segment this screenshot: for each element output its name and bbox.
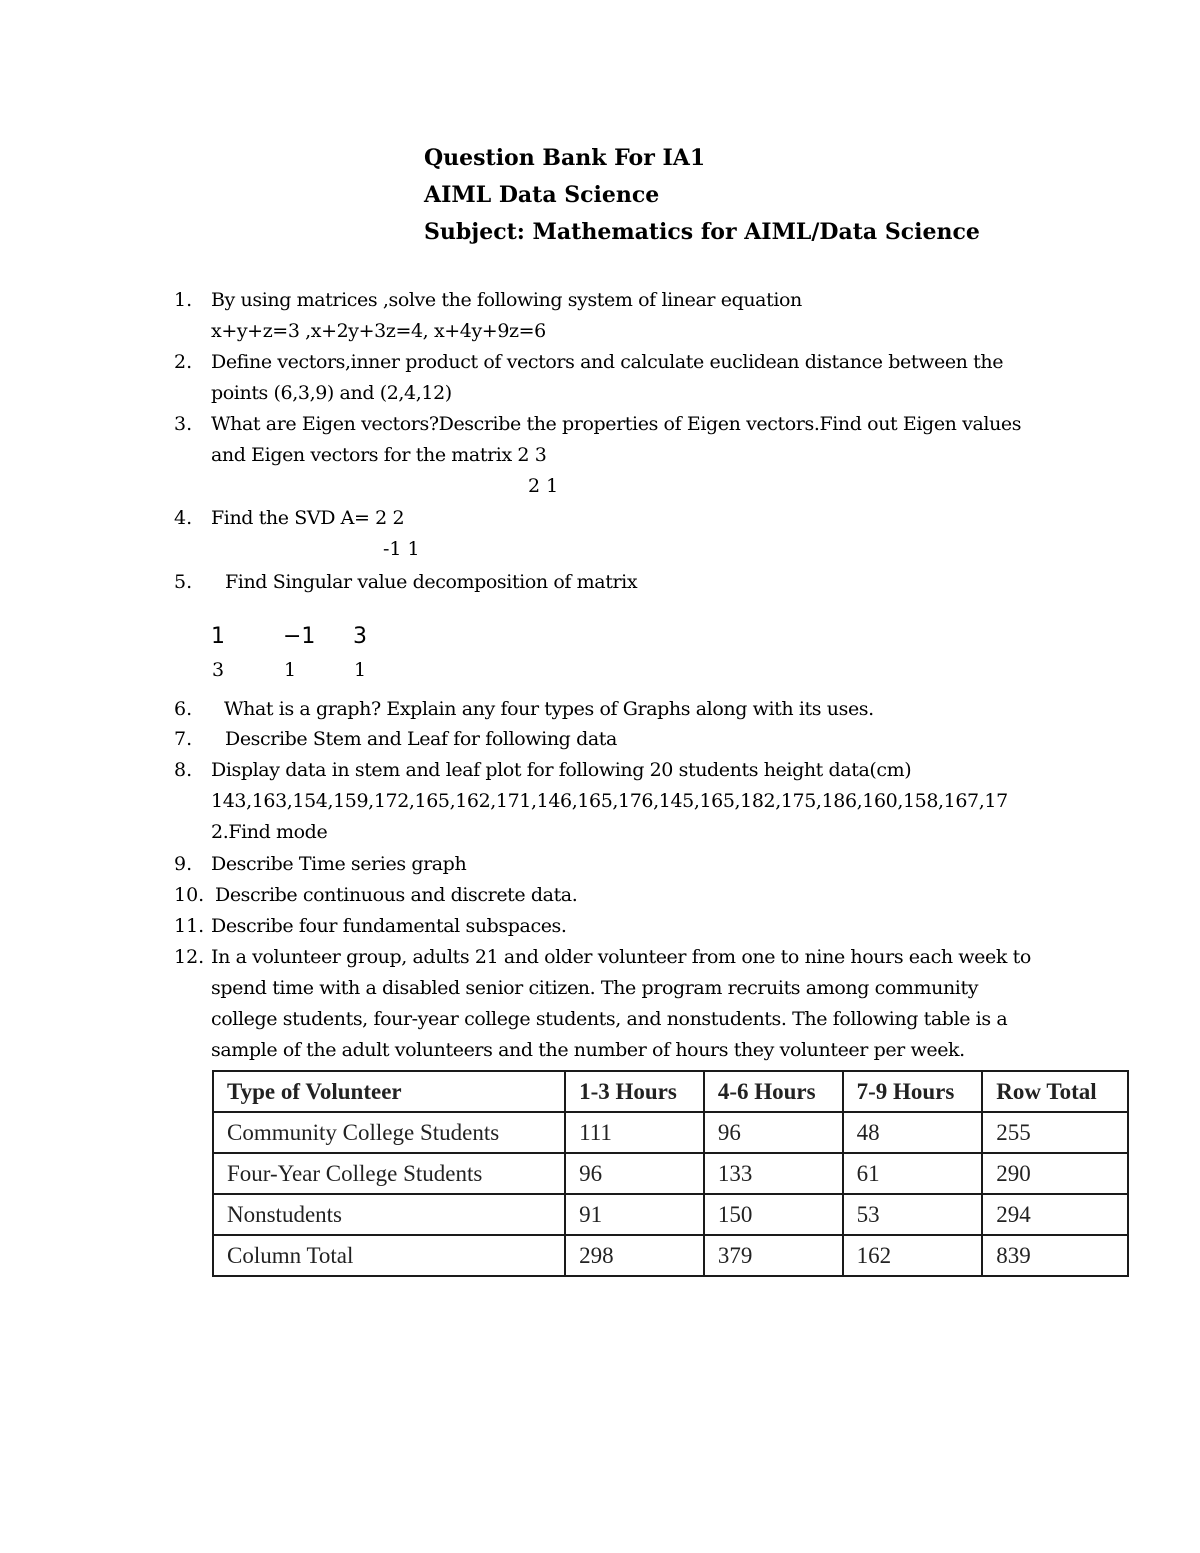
table-row [213, 1235, 1128, 1276]
question-number: 3. [174, 413, 193, 435]
question-text: What are Eigen vectors?Describe the properties of Eigen vectors.Find out Eigen values [211, 413, 1022, 435]
matrix-row: -1 1 [383, 538, 420, 560]
table-cell: 150 [704, 1194, 843, 1235]
question-text: Find the SVD A= 2 2 [211, 507, 405, 529]
table-cell: 298 [565, 1235, 704, 1276]
question-text: Describe Time series graph [211, 853, 467, 875]
question-number: 10. [174, 884, 205, 906]
table-cell: 294 [982, 1194, 1128, 1235]
table-header-row [213, 1071, 1128, 1112]
question-text: Find Singular value decomposition of matrix [225, 571, 638, 593]
question-number: 11. [174, 915, 205, 937]
table-cell: 91 [565, 1194, 704, 1235]
volunteer-table [212, 1070, 1129, 1277]
question-text: points (6,3,9) and (2,4,12) [211, 382, 452, 404]
question-text: 2.Find mode [211, 821, 328, 843]
matrix-cell: −1 [283, 624, 316, 649]
matrix-cell: 3 [353, 624, 367, 649]
doc-subject: Subject: Mathematics for AIML/Data Science [424, 219, 980, 245]
question-text: In a volunteer group, adults 21 and older volunteer from one to nine hours each week to [211, 946, 1031, 968]
table-header-cell: 1-3 Hours [565, 1071, 704, 1112]
question-number: 12. [174, 946, 205, 968]
table-row [213, 1112, 1128, 1153]
table-row [213, 1153, 1128, 1194]
table-cell: 133 [704, 1153, 843, 1194]
table-header-cell: 7-9 Hours [843, 1071, 983, 1112]
question-text: college students, four-year college students, and nonstudents. The following table is a [211, 1008, 1008, 1030]
table-cell: Column Total [213, 1235, 565, 1276]
question-number: 9. [174, 853, 193, 875]
question-text: x+y+z=3 ,x+2y+3z=4, x+4y+9z=6 [211, 320, 546, 342]
question-text: Display data in stem and leaf plot for following 20 students height data(cm) [211, 759, 912, 781]
question-number: 7. [174, 728, 193, 750]
question-text: sample of the adult volunteers and the number of hours they volunteer per week. [211, 1039, 965, 1061]
question-text: 143,163,154,159,172,165,162,171,146,165,176,145,165,182,175,186,160,158,167,17 [211, 790, 1008, 812]
question-text: Describe continuous and discrete data. [215, 884, 578, 906]
matrix-cell: 1 [284, 659, 297, 681]
question-number: 1. [174, 289, 193, 311]
question-number: 8. [174, 759, 193, 781]
doc-title: Question Bank For IA1 [424, 145, 706, 171]
question-text: What is a graph? Explain any four types of Graphs along with its uses. [224, 698, 874, 720]
matrix-cell: 3 [212, 659, 225, 681]
question-number: 5. [174, 571, 193, 593]
table-cell: 48 [843, 1112, 983, 1153]
table-cell: 96 [565, 1153, 704, 1194]
table-cell: 162 [843, 1235, 983, 1276]
matrix-cell: 1 [354, 659, 367, 681]
table-cell: 61 [843, 1153, 983, 1194]
question-text: Describe four fundamental subspaces. [211, 915, 567, 937]
question-text: and Eigen vectors for the matrix 2 3 [211, 444, 547, 466]
table-cell: Nonstudents [213, 1194, 565, 1235]
table-header-cell: Type of Volunteer [213, 1071, 565, 1112]
table-cell: 290 [982, 1153, 1128, 1194]
table-header-cell: 4-6 Hours [704, 1071, 843, 1112]
table-cell: 96 [704, 1112, 843, 1153]
table-cell: 111 [565, 1112, 704, 1153]
question-number: 4. [174, 507, 193, 529]
matrix-row: 2 1 [528, 475, 559, 497]
matrix-cell: 1 [211, 624, 225, 649]
table-cell: 53 [843, 1194, 983, 1235]
question-number: 6. [174, 698, 193, 720]
table-cell: Four-Year College Students [213, 1153, 565, 1194]
table-cell: Community College Students [213, 1112, 565, 1153]
table-cell: 839 [982, 1235, 1128, 1276]
doc-department: AIML Data Science [424, 182, 660, 208]
question-text: Describe Stem and Leaf for following data [225, 728, 617, 750]
table-row [213, 1194, 1128, 1235]
table-header-cell: Row Total [982, 1071, 1128, 1112]
question-text: spend time with a disabled senior citizen. The program recruits among community [211, 977, 979, 999]
question-number: 2. [174, 351, 193, 373]
table-cell: 379 [704, 1235, 843, 1276]
question-text: Define vectors,inner product of vectors and calculate euclidean distance between the [211, 351, 1004, 373]
question-text: By using matrices ,solve the following system of linear equation [211, 289, 802, 311]
table-cell: 255 [982, 1112, 1128, 1153]
